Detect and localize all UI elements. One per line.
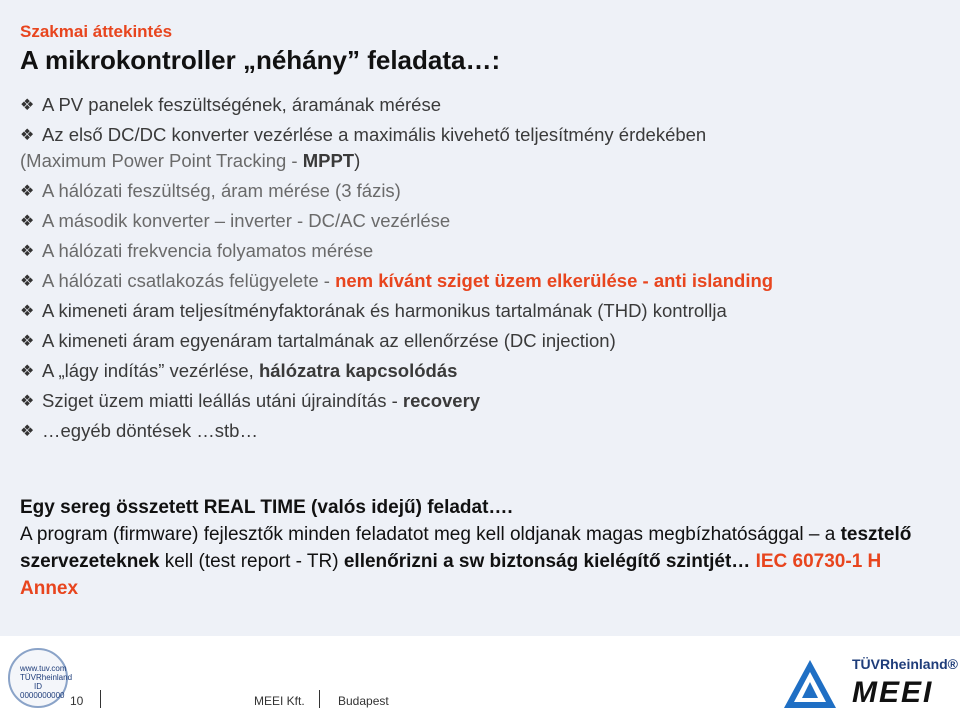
diamond-bullet-icon: ❖ <box>20 333 35 350</box>
diamond-bullet-icon: ❖ <box>20 423 35 440</box>
bullet-item: ❖ A hálózati frekvencia folyamatos mérése <box>20 238 940 264</box>
diamond-bullet-icon: ❖ <box>20 243 35 260</box>
divider <box>100 690 101 708</box>
diamond-bullet-icon: ❖ <box>20 303 35 320</box>
slide-title: A mikrokontroller „néhány” feladata…: <box>20 45 501 75</box>
diamond-bullet-icon: ❖ <box>20 97 35 114</box>
tuv-seal-logo: www.tuv.com TÜVRheinland ID 0000000000 <box>8 648 68 708</box>
bullet-item: ❖ A második konverter – inverter - DC/AC vezérlése <box>20 208 940 234</box>
diamond-bullet-icon: ❖ <box>20 273 35 290</box>
bullet-item: ❖ A hálózati csatlakozás felügyelete - nem kívánt sziget üzem elkerülése - anti islanding <box>20 268 940 294</box>
bullet-item: ❖ A PV panelek feszültségének, áramának mérése <box>20 92 940 118</box>
diamond-bullet-icon: ❖ <box>20 393 35 410</box>
bullet-item: ❖ A kimeneti áram teljesítményfaktorának és harmonikus tartalmának (THD) kontrollja <box>20 298 940 324</box>
bullet-item: ❖ A kimeneti áram egyenáram tartalmának az ellenőrzése (DC injection) <box>20 328 940 354</box>
diamond-bullet-icon: ❖ <box>20 183 35 200</box>
summary-paragraph: A program (firmware) fejlesztők minden feladatot meg kell oldjanak magas megbízhatósággal – a tesztelő szervezeteknek kell (test report - TR) ellenőrizni a sw biztonság kielégítő szintjét… IEC 60730-1 H Annex <box>20 524 912 599</box>
bullet-item: ❖ A hálózati feszültség, áram mérése (3 fázis) <box>20 178 940 204</box>
summary-headline: Egy sereg összetett REAL TIME (valós idejű) feladat…. <box>20 497 513 518</box>
footer-city: Budapest <box>338 694 389 708</box>
meei-logo: MEEI <box>852 676 934 709</box>
summary-text <box>20 494 940 602</box>
footer-company: MEEI Kft. <box>254 694 305 708</box>
page-number: 10 <box>70 694 84 708</box>
slide-subtitle: Szakmai áttekintés <box>20 22 173 41</box>
bullet-item: ❖ A „lágy indítás” vezérlése, hálózatra kapcsolódás <box>20 358 940 384</box>
bullet-item: ❖ …egyéb döntések …stb… <box>20 418 940 444</box>
diamond-bullet-icon: ❖ <box>20 213 35 230</box>
bullet-list <box>20 92 940 448</box>
slide-footer <box>0 636 960 716</box>
tuv-triangle-logo-icon <box>782 658 838 710</box>
tuv-rheinland-logo: TÜVRheinland® <box>852 656 958 672</box>
bullet-item: ❖ Az első DC/DC konverter vezérlése a maximális kivehető teljesítmény érdekében (Maximum Power Point Tracking - MPPT) <box>20 124 707 171</box>
divider <box>319 690 320 708</box>
diamond-bullet-icon: ❖ <box>20 363 35 380</box>
bullet-item: ❖ Sziget üzem miatti leállás utáni újraindítás - recovery <box>20 388 940 414</box>
diamond-bullet-icon: ❖ <box>20 127 35 144</box>
